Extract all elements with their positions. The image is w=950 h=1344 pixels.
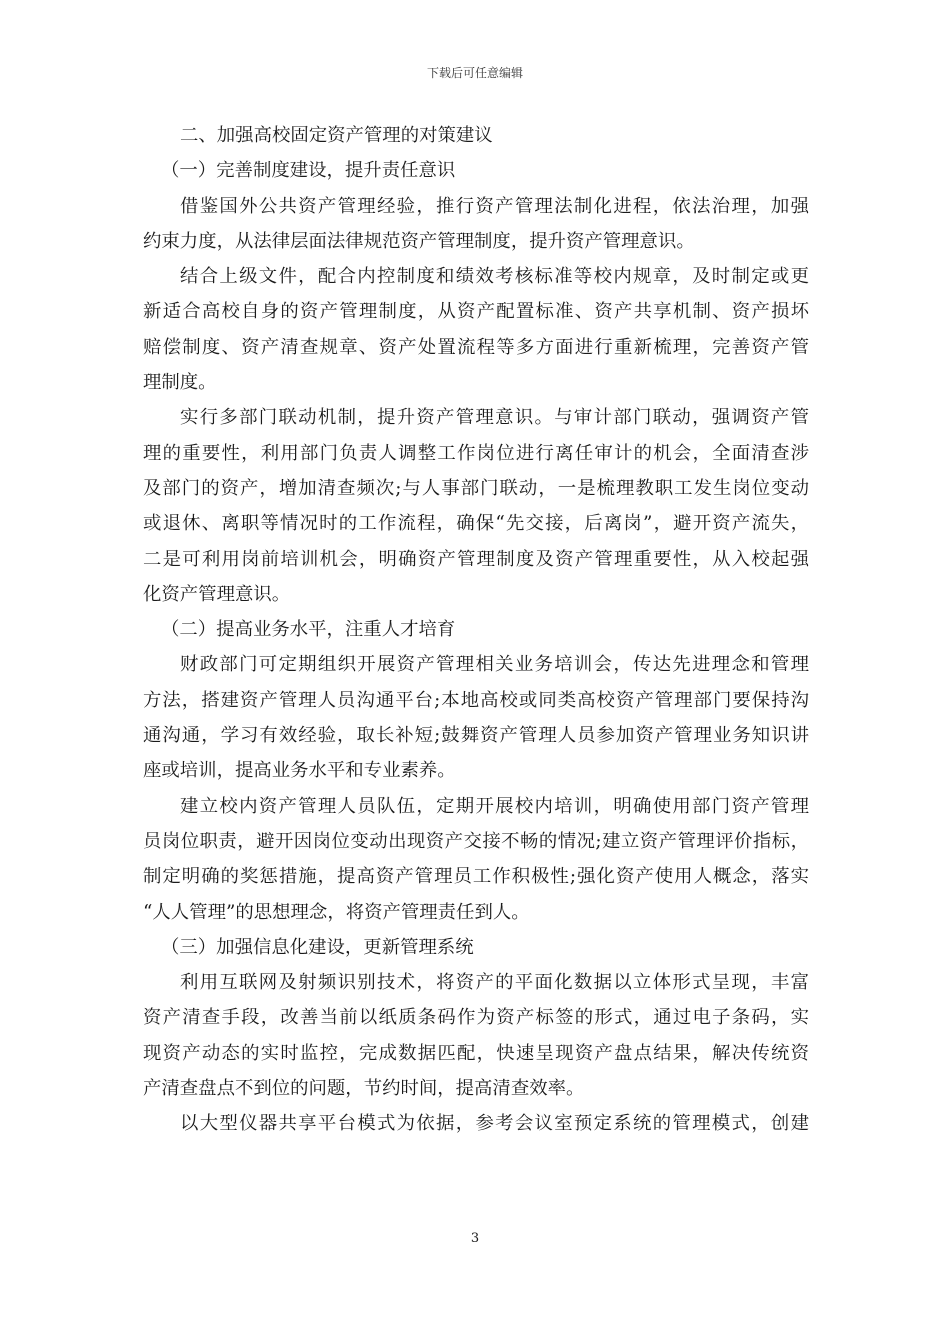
paragraph-line: 产清查盘点不到位的问题，节约时间，提高清查效率。 (143, 1078, 585, 1100)
paragraph-line: 利用互联网及射频识别技术，将资产的平面化数据以立体形式呈现，丰富 (180, 972, 809, 994)
paragraph-line: 现资产动态的实时监控，完成数据匹配，快速呈现资产盘点结果，解决传统资 (143, 1042, 809, 1064)
subsection-heading: （三）加强信息化建设，更新管理系统 (161, 936, 474, 958)
subsection-heading: （一）完善制度建设，提升责任意识 (161, 160, 456, 182)
paragraph-line: 员岗位职责，避开因岗位变动出现资产交接不畅的情况;建立资产管理评价指标， (143, 830, 809, 852)
subsection-heading: （二）提高业务水平，注重人才培育 (161, 619, 456, 641)
section-heading: 二、加强高校固定资产管理的对策建议 (180, 125, 493, 146)
paragraph-line: 财政部门可定期组织开展资产管理相关业务培训会，传达先进理念和管理 (180, 654, 809, 676)
paragraph-line: 借鉴国外公共资产管理经验，推行资产管理法制化进程，依法治理，加强 (180, 195, 809, 217)
paragraph-line: 二是可利用岗前培训机会，明确资产管理制度及资产管理重要性，从入校起强 (143, 548, 809, 570)
paragraph-line: “人人管理”的思想理念，将资产管理责任到人。 (143, 901, 530, 923)
paragraph-line: 结合上级文件，配合内控制度和绩效考核标准等校内规章，及时制定或更 (180, 266, 809, 288)
paragraph-line: 或退休、离职等情况时的工作流程，确保“先交接，后离岗”，避开资产流失， (143, 513, 809, 535)
paragraph-line: 理的重要性，利用部门负责人调整工作岗位进行离任审计的机会，全面清查涉 (143, 442, 809, 464)
paragraph-line: 座或培训，提高业务水平和专业素养。 (143, 760, 456, 782)
paragraph-line: 理制度。 (143, 372, 217, 394)
paragraph-line: 化资产管理意识。 (143, 583, 291, 605)
paragraph-line: 建立校内资产管理人员队伍，定期开展校内培训，明确使用部门资产管理 (180, 795, 809, 817)
paragraph-line: 制定明确的奖惩措施，提高资产管理员工作积极性;强化资产使用人概念，落实 (143, 866, 809, 888)
paragraph-line: 新适合高校自身的资产管理制度，从资产配置标准、资产共享机制、资产损坏 (143, 301, 809, 323)
paragraph-line: 实行多部门联动机制，提升资产管理意识。与审计部门联动，强调资产管 (180, 407, 809, 429)
paragraph-line: 以大型仪器共享平台模式为依据，参考会议室预定系统的管理模式，创建 (180, 1113, 809, 1135)
paragraph-line: 及部门的资产，增加清查频次;与人事部门联动，一是梳理教职工发生岗位变动 (143, 477, 809, 499)
paragraph-line: 通沟通，学习有效经验，取长补短;鼓舞资产管理人员参加资产管理业务知识讲 (143, 725, 809, 747)
paragraph-line: 方法，搭建资产管理人员沟通平台;本地高校或同类高校资产管理部门要保持沟 (143, 689, 809, 711)
page-number: 3 (470, 1231, 480, 1246)
paragraph-line: 约束力度，从法律层面法律规范资产管理制度，提升资产管理意识。 (143, 230, 695, 252)
paragraph-line: 赔偿制度、资产清查规章、资产处置流程等多方面进行重新梳理，完善资产管 (143, 336, 809, 358)
page-header: 下载后可任意编辑 (426, 66, 523, 80)
paragraph-line: 资产清查手段，改善当前以纸质条码作为资产标签的形式，通过电子条码，实 (143, 1007, 809, 1029)
document-body (143, 118, 809, 1142)
